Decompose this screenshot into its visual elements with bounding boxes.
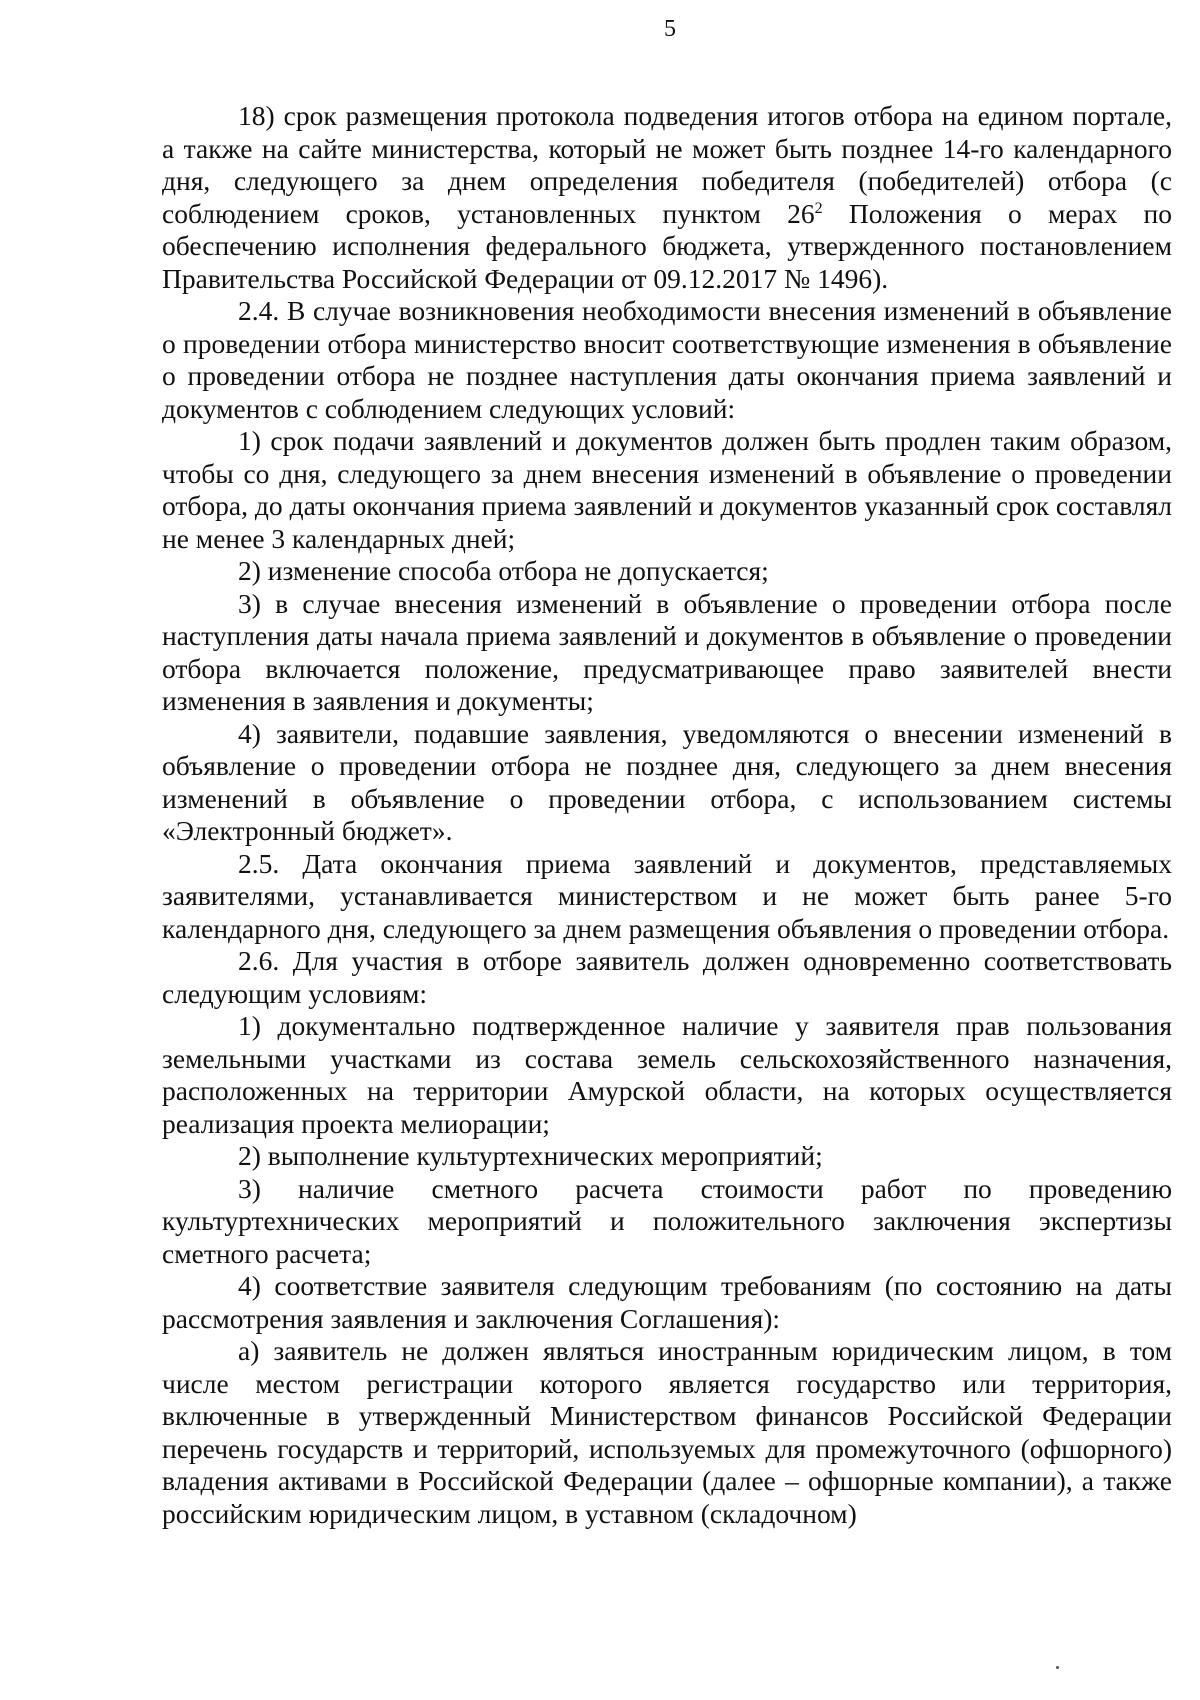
paragraph-2-4-item-3: 3) в случае внесения изменений в объявление о проведении отбора после наступления даты начала приема заявлений и документов в объявление о проведении отбора включается положение, предусматривающее право заявителей внести изменения в заявления и документы; bbox=[162, 587, 1172, 716]
superscript-2: 2 bbox=[814, 199, 823, 217]
paragraph-2-4: 2.4. В случае возникновения необходимости внесения изменений в объявление о проведении отбора министерство вносит соответствующие изменения в объявление о проведении отбора не позднее наступления даты окончания приема заявлений и документов с соблюдением следующих условий: bbox=[162, 295, 1172, 424]
paragraph-2-6: 2.6. Для участия в отборе заявитель должен одновременно соответствовать следующим условиям: bbox=[162, 945, 1172, 1009]
paragraph-2-6-item-2: 2) выполнение культуртехнических мероприятий; bbox=[238, 1140, 823, 1171]
paragraph-18 bbox=[162, 100, 1172, 295]
paragraph-2-6-item-1: 1) документально подтвержденное наличие у заявителя прав пользования земельными участками из состава земель сельскохозяйственного назначения, расположенных на территории Амурской области, на которых осуществляется реализация проекта мелиорации; bbox=[162, 1010, 1172, 1139]
scan-speck bbox=[1056, 1666, 1059, 1669]
paragraph-2-4-item-2: 2) изменение способа отбора не допускается; bbox=[238, 555, 769, 586]
paragraph-2-6-item-3: 3) наличие сметного расчета стоимости работ по проведению культуртехнических мероприятий и положительного заключения экспертизы сметного расчета; bbox=[162, 1172, 1172, 1269]
paragraph-18-text-2: Положения о мерах по обеспечению исполнения федерального бюджета, утвержденного постановлением Правительства Российской Федерации от 09.12.2017 № 1496). bbox=[162, 197, 1172, 294]
paragraph-2-4-item-4: 4) заявители, подавшие заявления, уведомляются о внесении изменений в объявление о проведении отбора не позднее дня, следующего за днем внесения изменений в объявление о проведении отбора, с использованием системы «Электронный бюджет». bbox=[162, 717, 1172, 846]
paragraph-2-4-item-1: 1) срок подачи заявлений и документов должен быть продлен таким образом, чтобы со дня, следующего за днем внесения изменений в объявление о проведении отбора, до даты окончания приема заявлений и документов указанный срок составлял не менее 3 календарных дней; bbox=[162, 425, 1172, 554]
page-number: 5 bbox=[664, 16, 676, 42]
document-body bbox=[162, 100, 1172, 1530]
paragraph-2-6-item-4a: а) заявитель не должен являться иностранным юридическим лицом, в том числе местом регистрации которого является государство или территория, включенные в утвержденный Министерством финансов Российской Федерации перечень государств и территорий, используемых для промежуточного (офшорного) владения активами в Российской Федерации (далее – офшорные компании), а также российским юридическим лицом, в уставном (складочном) bbox=[162, 1335, 1172, 1529]
paragraph-2-5: 2.5. Дата окончания приема заявлений и документов, представляемых заявителями, устанавливается министерством и не может быть ранее 5-го календарного дня, следующего за днем размещения объявления о проведении отбора. bbox=[162, 847, 1172, 944]
paragraph-2-6-item-4: 4) соответствие заявителя следующим требованиям (по состоянию на даты рассмотрения заявления и заключения Соглашения): bbox=[162, 1270, 1172, 1334]
paragraph-18-text-1: 18) срок размещения протокола подведения итогов отбора на едином портале, а также на сайте министерства, который не может быть позднее 14-го календарного дня, следующего за днем определения победителя (победителей) отбора (с соблюдением сроков, установленных пунктом 26 bbox=[162, 100, 1172, 229]
